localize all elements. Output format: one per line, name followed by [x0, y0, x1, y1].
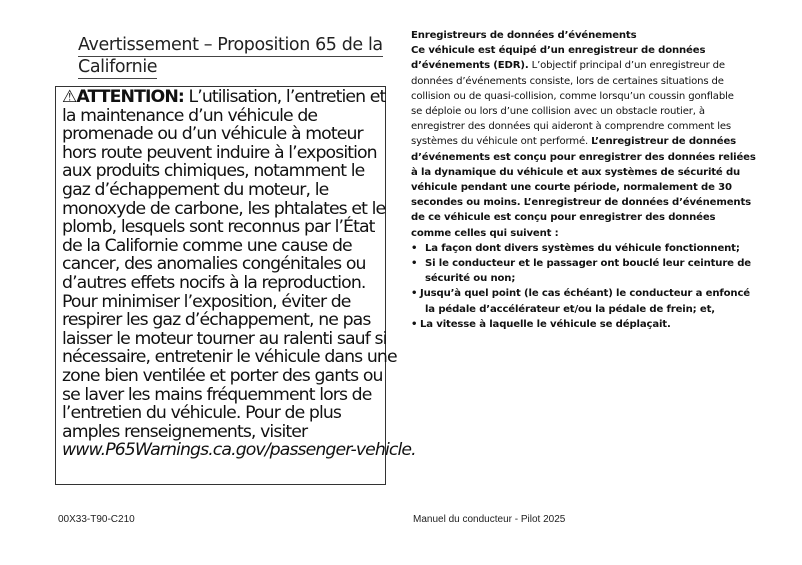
warning-title-line-2: Californie	[78, 57, 158, 77]
edr-line: Ce véhicule est équipé d’un enregistreur de données	[411, 45, 706, 57]
warning-line: promenade ou d’un véhicule à moteur	[62, 124, 363, 145]
warning-line: cancer, des anomalies congénitales ou	[62, 254, 366, 275]
list-item-continuation: sécurité ou non;	[425, 273, 516, 285]
list-item: • Jusqu’à quel point (le cas échéant) le conducteur a enfoncé	[411, 286, 756, 301]
warning-line: hors route peuvent induire à l’exposition	[62, 142, 377, 163]
warning-line: la maintenance d’un véhicule de	[62, 105, 318, 126]
edr-line: véhicule pendant une courte période, normalement de 30	[411, 182, 732, 194]
manual-title: Manuel du conducteur - Pilot 2025	[413, 514, 566, 525]
list-item: • Si le conducteur et le passager ont bouclé leur ceinture de	[411, 256, 756, 271]
edr-line: à la dynamique du véhicule et aux systèmes de sécurité du	[411, 166, 741, 178]
warning-line: aux produits chimiques, notamment le	[62, 161, 365, 182]
edr-line-bold: d’événements (EDR).	[411, 60, 529, 72]
warning-line: d’autres effets nocifs à la reproduction.	[62, 272, 366, 293]
list-item-continuation: la pédale d’accélérateur et/ou la pédale de frein; et,	[425, 303, 715, 315]
edr-line: d’événements est conçu pour enregistrer des données reliées	[411, 151, 756, 163]
warning-line: l’entretien du véhicule. Pour de plus	[62, 403, 342, 424]
warning-line: Pour minimiser l’exposition, éviter de	[62, 291, 351, 312]
edr-line: collision ou de quasi-collision, comme lorsqu’un coussin gonflable	[411, 90, 734, 102]
warning-line: laisser le moteur tourner au ralenti sauf si	[62, 328, 387, 349]
bullet: •	[411, 288, 418, 300]
edr-section	[411, 28, 756, 332]
edr-line: se déploie ou lors d’une collision avec un obstacle routier, à	[411, 106, 705, 118]
edr-line: de ce véhicule est conçu pour enregistrer des données	[411, 212, 716, 224]
edr-line-bold: L’enregistreur de données	[591, 136, 737, 148]
list-item: • La façon dont divers systèmes du véhicule fonctionnent;	[411, 241, 756, 256]
edr-heading: Enregistreurs de données d’événements	[411, 30, 637, 41]
p65-url: www.P65Warnings.ca.gov/passenger-vehicle.	[62, 440, 416, 461]
warning-line: gaz d’échappement du moteur, le	[62, 179, 329, 200]
warning-title-line-1: Avertissement – Proposition 65 de la	[78, 35, 383, 55]
document-code: 00X33-T90-C210	[58, 514, 135, 525]
warning-line: plomb, lesquels sont reconnus par l’État	[62, 217, 375, 238]
warning-line: zone bien ventilée et porter des gants ou	[62, 365, 383, 386]
warning-title	[78, 34, 383, 78]
edr-line: comme celles qui suivent :	[411, 227, 559, 239]
warning-triangle-icon: ⚠	[62, 87, 77, 107]
edr-line: systèmes du véhicule ont performé.	[411, 136, 592, 148]
warning-line: L’utilisation, l’entretien et	[183, 87, 386, 107]
bullet: •	[411, 258, 418, 270]
warning-line: respirer les gaz d’échappement, ne pas	[62, 310, 371, 331]
edr-line: enregistrer des données qui aideront à comprendre comment les	[411, 121, 732, 133]
bullet: •	[411, 242, 418, 254]
list-item: • La vitesse à laquelle le véhicule se déplaçait.	[411, 317, 756, 332]
edr-line: L’objectif principal d’un enregistreur de	[528, 60, 725, 72]
warning-line: monoxyde de carbone, les phtalates et le	[62, 198, 386, 219]
edr-line: secondes ou moins. L’enregistreur de données d’événements	[411, 197, 751, 209]
edr-line: données d’événements consiste, lors de certaines situations de	[411, 75, 724, 87]
warning-line: se laver les mains fréquemment lors de	[62, 384, 372, 405]
warning-line: amples renseignements, visiter	[62, 421, 308, 442]
warning-line: nécessaire, entretenir le véhicule dans une	[62, 347, 397, 368]
bullet: •	[411, 318, 418, 330]
warning-text	[62, 87, 416, 461]
attention-label: ATTENTION:	[76, 87, 184, 107]
warning-line: de la Californie comme une cause de	[62, 235, 352, 256]
